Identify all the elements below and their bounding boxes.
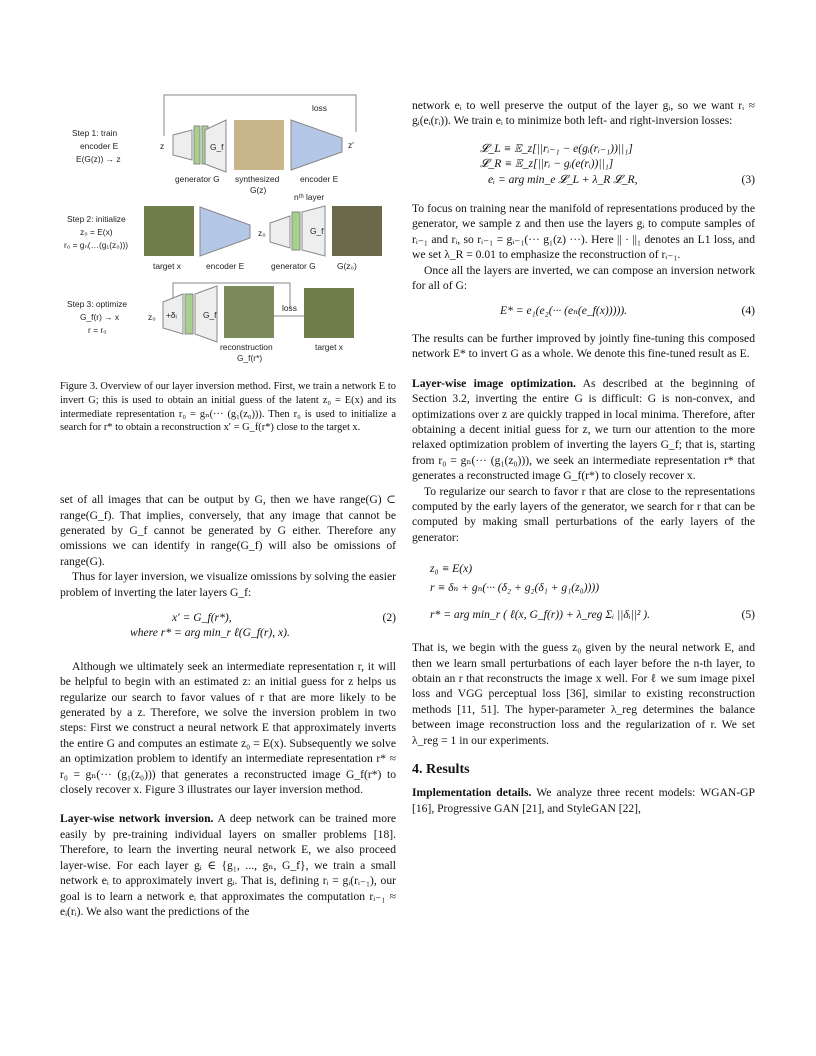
- svg-text:loss: loss: [282, 303, 297, 313]
- svg-text:z₀ = E(x): z₀ = E(x): [80, 227, 113, 237]
- step2-row: [64, 192, 382, 271]
- paragraph: To regularize our search to favor r that are close to the representations computed by the early layers of the generator, we search for r that can be computed by making small perturbations of the early layers of the generator:: [412, 484, 755, 544]
- svg-text:target x: target x: [153, 261, 181, 271]
- paragraph: To focus on training near the manifold of representations produced by the generator, we sample z and then use the layers gᵢ to compute samples of rᵢ₋₁ and rᵢ, so rᵢ₋₁ = gᵢ₋₁(··· g₁(z) ···). Here || · ||₁ denotes an L1 loss, and we set λ_R = 0.01 to emphasize the reconstruction of rᵢ₋₁.: [412, 202, 755, 262]
- right-column: [412, 98, 755, 816]
- svg-text:nᵗʰ layer: nᵗʰ layer: [294, 192, 325, 202]
- paragraph-heading: Layer-wise network inversion.: [60, 812, 214, 826]
- equation-number: (3): [741, 172, 755, 186]
- equation-line: eᵢ = arg min_e 𝓛_L + λ_R 𝓛_R,: [488, 172, 638, 186]
- equation-2: [60, 610, 396, 641]
- left-column: [60, 370, 396, 919]
- paragraph: Although we ultimately seek an intermediate representation r, it will be helpful to begin with an estimated z: an initial guess for z helps us regularize our search to favor values of r that are more likely to be generated by a z. Therefore, we solve the inversion problem in two steps: First we construct a neural network E that approximately inverts the entire G and computes an estimate z₀ = E(x). Subsequently we solve an optimization problem to identify an intermediate representation r* ≈ r₀ = gₙ(··· (g₁(z₀))) that generates a reconstructed image G_f(r*) to closely recover x. Figure 3 illustrates our layer inversion method.: [60, 659, 396, 797]
- svg-text:E(G(z)) → z: E(G(z)) → z: [76, 154, 121, 164]
- svg-text:r = r₀: r = r₀: [88, 325, 107, 335]
- paragraph-heading: Layer-wise image optimization.: [412, 376, 576, 390]
- equation-line: z₀ ≡ E(x): [430, 562, 473, 576]
- svg-text:Step 1: train: Step 1: train: [72, 128, 118, 138]
- figure-3-diagram: [60, 80, 400, 370]
- svg-text:z₀: z₀: [258, 228, 266, 238]
- equation-line: where r* = arg min_r ℓ(G_f(r), x).: [130, 626, 290, 640]
- paragraph-text: A deep network can be trained more easily by pre-training individual layers on smaller problems [18]. Therefore, to learn the inverting neural network E, we also proceed layer-wise. For each layer gᵢ ∈ {g₁, ..., gₙ, G_f}, we train a small network eᵢ to approximately invert gᵢ. That is, defining rᵢ = gᵢ(rᵢ₋₁), our goal is to learn a network eᵢ that approximates the computation rᵢ₋₁ ≈ eᵢ(rᵢ). We also want the predictions of the: [60, 812, 396, 918]
- svg-text:encoder E: encoder E: [80, 141, 119, 151]
- paragraph-heading: Implementation details.: [412, 786, 532, 800]
- equation-line: x′ = G_f(r*),: [172, 611, 232, 624]
- svg-text:G_f(r*): G_f(r*): [237, 353, 263, 363]
- svg-text:+δᵢ: +δᵢ: [166, 310, 177, 320]
- svg-text:r₀ = gₙ(…(g₁(z₀))): r₀ = gₙ(…(g₁(z₀))): [64, 240, 129, 250]
- paragraph: [412, 376, 755, 484]
- equation-line: r ≡ δₙ + gₙ(··· (δ₂ + g₂(δ₁ + g₁(z₀)))): [430, 581, 600, 595]
- svg-text:target x: target x: [315, 342, 343, 352]
- paragraph: Thus for layer inversion, we visualize omissions by solving the easier problem of inverting the later layers G_f:: [60, 570, 396, 599]
- svg-text:z: z: [160, 141, 165, 151]
- equation-number: (2): [382, 611, 396, 624]
- paragraph: That is, we begin with the guess z₀ given by the neural network E, and then we learn small perturbations of each layer before the n-th layer, to obtain an r that reconstructs the image x well. For ℓ we sum image pixel loss and VGG perceptual loss [36], similar to existing reconstruction methods [11, 51]. The hyper-parameter λ_reg determines the balance between image reconstruction loss and the regularization of r. We set λ_reg = 1 in our experiments.: [412, 641, 755, 747]
- equation-line: 𝓛_R ≡ 𝔼_z[||rᵢ − gᵢ(e(rᵢ))||₁]: [480, 157, 614, 171]
- svg-text:synthesized: synthesized: [235, 174, 280, 184]
- svg-text:encoder E: encoder E: [300, 174, 339, 184]
- paragraph: [412, 785, 755, 816]
- paragraph: Once all the layers are inverted, we can compose an inversion network for all of G:: [412, 263, 755, 293]
- section-heading: 4. Results: [412, 762, 470, 777]
- paragraph: The results can be further improved by jointly fine-tuning this composed network E* to invert G as a whole. We denote this fine-tuned result as E.: [412, 331, 755, 361]
- svg-text:z₀: z₀: [148, 312, 156, 322]
- equation-number: (5): [741, 608, 755, 622]
- svg-text:Step 2: initialize: Step 2: initialize: [67, 214, 126, 224]
- figure-caption: Figure 3. Overview of our layer inversion method. First, we train a network E to invert G; this is used to obtain an initial guess of the latent z₀ = E(x) and its intermediate representation r₀ = gₙ(··· (g₁(z₀))). Then r₀ is used to initialize a search for r* to obtain a reconstruction x′ = G_f(r*) close to the target x.: [60, 381, 396, 434]
- equation-line: E* = e₁(e₂(··· (eₙ(e_f(x))))).: [500, 304, 628, 318]
- paragraph-text: As described at the beginning of Section 3.2, inverting the entire G is difficult: G is non-convex, and optimizations over z are quickly trapped in local minima. Therefore, after obtaining a decent initial guess for z, we turn our attention to the more relaxed optimization problem of inverting the layers G_f; that is, starting from r₀ = gₙ(··· (g₁(z₀))), we seek an intermediate representation r* that generates a reconstructed image G_f(r*) to closely recover x.: [412, 376, 756, 483]
- step3-row: [67, 283, 354, 363]
- equation-number: (4): [741, 304, 755, 318]
- svg-text:G_f(r) → x: G_f(r) → x: [80, 312, 120, 322]
- svg-text:Step 3: optimize: Step 3: optimize: [67, 299, 128, 309]
- svg-text:generator G: generator G: [175, 174, 220, 184]
- equation-3: [412, 141, 755, 187]
- svg-text:G(z₀): G(z₀): [337, 261, 357, 271]
- svg-text:G_f: G_f: [203, 310, 217, 320]
- paragraph: network eᵢ to well preserve the output of the layer gᵢ, so we want rᵢ ≈ gᵢ(eᵢ(rᵢ)). We train eᵢ to minimize both left- and right-inversion losses:: [412, 99, 755, 128]
- svg-text:z': z': [348, 140, 354, 150]
- svg-text:G(z): G(z): [250, 185, 267, 195]
- equation-line: r* = arg min_r ( ℓ(x, G_f(r)) + λ_reg Σᵢ ||δᵢ||² ).: [430, 608, 651, 622]
- equation-4: [412, 303, 755, 318]
- svg-text:G_f: G_f: [310, 226, 324, 236]
- equation-line: 𝓛_L ≡ 𝔼_z[||rᵢ₋₁ − e(gᵢ(rᵢ₋₁))||₁]: [480, 141, 633, 155]
- paragraph-text: We analyze three recent models: WGAN-GP [16], Progressive GAN [21], and StyleGAN [22],: [412, 786, 755, 815]
- equation-5: [412, 559, 755, 624]
- step1-row: [72, 95, 356, 195]
- svg-text:reconstruction: reconstruction: [220, 342, 273, 352]
- svg-text:G_f: G_f: [210, 142, 224, 152]
- paragraph: [60, 811, 396, 919]
- svg-text:loss: loss: [312, 103, 327, 113]
- paragraph: set of all images that can be output by G, then we have range(G) ⊂ range(G_f). That implies, conversely, that any image that cannot be generated by G_f cannot be generated by G either. Therefore any omissions we can identify in range(G_f) will also be omissions of range(G).: [60, 493, 396, 568]
- svg-text:generator G: generator G: [271, 261, 316, 271]
- svg-text:encoder E: encoder E: [206, 261, 245, 271]
